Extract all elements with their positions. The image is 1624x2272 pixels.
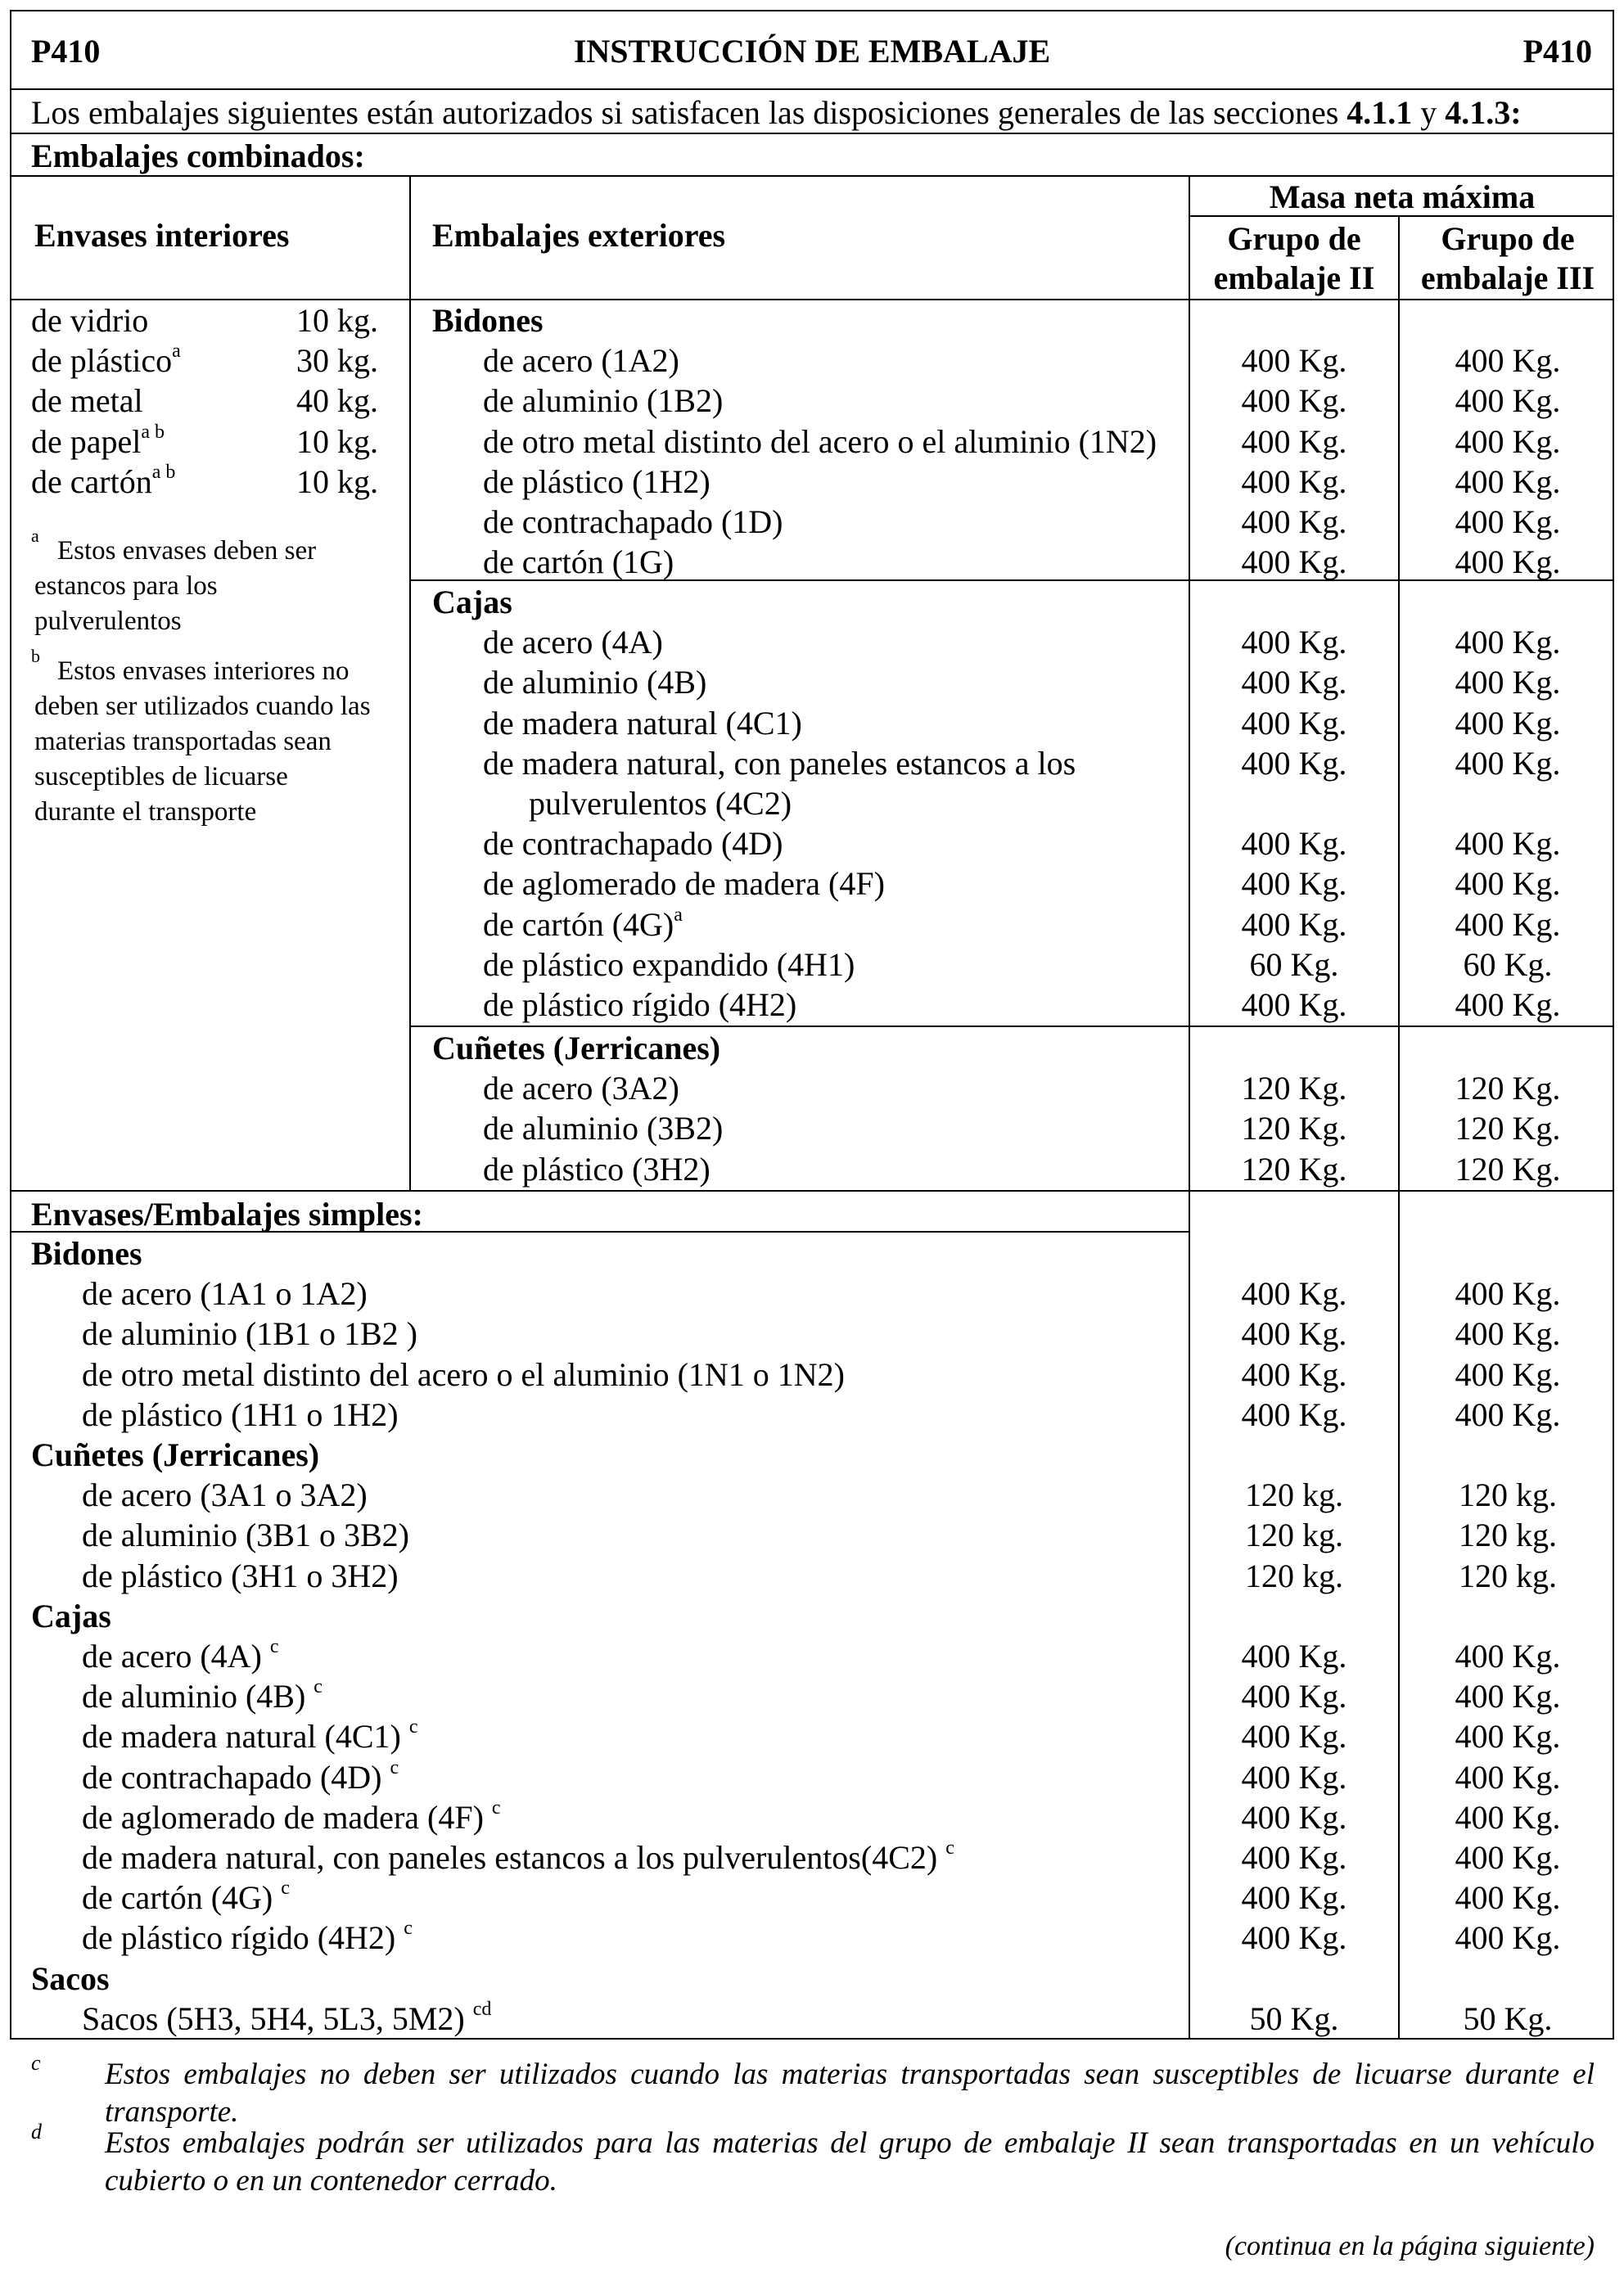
item-name: de plástico (3H2) (483, 1150, 710, 1188)
single-packaging-item (82, 1556, 399, 1596)
inner-packaging-item (31, 421, 165, 462)
item-name: de madera natural, con paneles estancos a los (483, 744, 1076, 782)
note-line: Estos envases deben ser (57, 536, 317, 566)
outer-packaging-item (483, 743, 1076, 783)
value-group-3: 120 kg. (1459, 1476, 1557, 1514)
divider (1189, 215, 1614, 217)
inner-packaging-item (31, 300, 148, 340)
outer-packaging-item (483, 542, 674, 582)
outer-packaging-item (483, 622, 663, 662)
group-heading: Bidones (432, 302, 544, 339)
single-packaging-item (82, 1515, 409, 1555)
value-group-3: 400 Kg. (1455, 905, 1561, 943)
value-group-2: 400 Kg. (1241, 1718, 1347, 1756)
group-heading: Cajas (31, 1597, 111, 1634)
outer-packaging-item (483, 1149, 710, 1189)
item-name: de cartón (31, 462, 152, 500)
value-group-3: 400 Kg. (1455, 1758, 1561, 1796)
single-section-label: Envases/Embalajes simples: (31, 1196, 423, 1233)
value-group-3: 400 Kg. (1455, 624, 1561, 661)
single-packaging-item (82, 1355, 845, 1395)
value-group-3: 400 Kg. (1455, 1315, 1561, 1353)
footnote-ref: c (408, 1716, 418, 1738)
item-name: de plástico rígido (4H2) (483, 986, 797, 1023)
footnote-ref: a b (151, 461, 176, 483)
item-name: Sacos (5H3, 5H4, 5L3, 5M2) (82, 1999, 473, 2037)
value-group-2: 400 Kg. (1241, 1275, 1347, 1313)
footnote-ref: c (491, 1796, 501, 1819)
value-group-2: 120 kg. (1245, 1476, 1343, 1514)
footnote-text: Estos embalajes podrán ser utilizados para las materias del grupo de embalaje II sean transportadas en un vehículo cubierto o en un contenedor cerrado. (105, 2126, 1595, 2198)
item-name: de plástico (1H2) (483, 462, 710, 500)
value-group-2: 400 Kg. (1241, 1355, 1347, 1393)
inner-packaging-item (31, 462, 175, 502)
group-heading: Cuñetes (Jerricanes) (432, 1030, 721, 1066)
item-name: de acero (3A1 o 3A2) (82, 1476, 368, 1514)
outer-packaging-item (483, 340, 679, 381)
value-group-3: 400 Kg. (1455, 543, 1561, 581)
value-group-3: 400 Kg. (1455, 1798, 1561, 1836)
value-group-2: 400 Kg. (1241, 342, 1347, 380)
item-name: de aluminio (1B1 o 1B2 ) (82, 1315, 417, 1353)
column-rule (1398, 215, 1400, 2040)
divider (10, 88, 1614, 90)
value-group-3: 120 kg. (1459, 1517, 1557, 1554)
note-line: deben ser utilizados cuando las (34, 692, 371, 721)
outer-packaging-item (483, 1068, 679, 1108)
item-name: de vidrio (31, 302, 149, 339)
item-name: de aluminio (4B) (483, 664, 707, 701)
item-name: de plástico (3H1 o 3H2) (82, 1557, 399, 1594)
value-group-2: 400 Kg. (1241, 1678, 1347, 1715)
divider (10, 133, 1614, 134)
value-group-3: 50 Kg. (1463, 1999, 1553, 2037)
item-name: de plástico rígido (4H2) (82, 1919, 404, 1957)
value-group-2: 400 Kg. (1241, 1798, 1347, 1836)
note-line: Estos envases interiores no (57, 656, 350, 686)
single-packaging-item (82, 1757, 399, 1797)
value-group-2: 400 Kg. (1241, 382, 1347, 420)
item-name: de acero (4A) (483, 624, 663, 661)
intro-text: Los embalajes siguientes están autorizados si satisfacen las disposiciones generales de las secciones 4.1.1 y 4.1.3: (31, 94, 1522, 131)
item-name: de madera natural (4C1) (82, 1718, 409, 1756)
value-group-3: 400 Kg. (1455, 1678, 1561, 1715)
value-group-2: 120 Kg. (1241, 1110, 1347, 1147)
value-group-3: 400 Kg. (1455, 744, 1561, 782)
col-header-outer: Embalajes exteriores (432, 217, 726, 254)
item-name: de acero (1A2) (483, 342, 679, 380)
value-group-2: 120 kg. (1245, 1517, 1343, 1554)
value-group-3: 120 Kg. (1455, 1150, 1561, 1188)
item-name: de plástico (1H1 o 1H2) (82, 1395, 399, 1433)
item-name: de otro metal distinto del acero o el aluminio (1N1 o 1N2) (82, 1355, 845, 1393)
value-group-2: 120 Kg. (1241, 1150, 1347, 1188)
value-group-2: 60 Kg. (1249, 945, 1339, 983)
footnote-mark: c (31, 2051, 41, 2075)
value-group-2: 400 Kg. (1241, 1879, 1347, 1917)
value-group-3: 400 Kg. (1455, 704, 1561, 742)
outer-packaging-item (483, 662, 706, 702)
value-group-2: 400 Kg. (1241, 1395, 1347, 1433)
single-packaging-item (82, 1999, 491, 2039)
footnote-ref: a (172, 340, 181, 363)
outer-packaging-item (483, 863, 885, 904)
single-packaging-item (82, 1716, 417, 1756)
value-group-2: 400 Kg. (1241, 986, 1347, 1023)
continuation-note: (continua en la página siguiente) (1225, 2231, 1595, 2261)
value-group-3: 400 Kg. (1455, 422, 1561, 460)
footnote-ref: c (281, 1878, 290, 1900)
item-name: de otro metal distinto del acero o el aluminio (1N2) (483, 422, 1157, 460)
group-heading: Cuñetes (Jerricanes) (31, 1436, 320, 1473)
single-packaging-item (82, 1878, 290, 1918)
item-name: de aglomerado de madera (4F) (483, 865, 885, 903)
footnote-ref: a b (141, 421, 165, 443)
footnote-ref: cd (472, 1998, 492, 2020)
value-group-3: 400 Kg. (1455, 503, 1561, 540)
value-group-3: 120 Kg. (1455, 1110, 1561, 1147)
group-heading: Sacos (31, 1959, 110, 1997)
single-packaging-item (82, 1676, 323, 1716)
note-line: susceptibles de licuarse (34, 762, 288, 791)
value-group-3: 400 Kg. (1455, 664, 1561, 701)
note-line: materias transportadas sean (34, 727, 332, 756)
value-group-2: 400 Kg. (1241, 1839, 1347, 1876)
inner-packaging-mass: 10 kg. (296, 462, 378, 500)
footnote-mark: d (31, 2120, 42, 2144)
item-name: de acero (3A2) (483, 1070, 679, 1107)
item-name: de cartón (4G) (483, 905, 674, 943)
single-packaging-item (82, 1636, 279, 1676)
col-header-mass: Masa neta máxima (1269, 178, 1536, 215)
divider (409, 1026, 1614, 1027)
value-group-2: 400 Kg. (1241, 624, 1347, 661)
value-group-3: 400 Kg. (1455, 865, 1561, 903)
value-group-3: 400 Kg. (1455, 1839, 1561, 1876)
instruction-code-left: P410 (31, 33, 101, 70)
item-name: de aluminio (1B2) (483, 382, 724, 420)
outer-packaging-item (483, 462, 710, 502)
outer-packaging-item (483, 985, 796, 1025)
item-name: de aluminio (4B) (82, 1678, 314, 1715)
col-header-inner: Envases interiores (34, 217, 290, 254)
inner-packaging-mass: 10 kg. (296, 422, 378, 460)
note-line: pulverulentos (34, 606, 182, 636)
combined-section-label: Embalajes combinados: (31, 137, 365, 174)
value-group-3: 400 Kg. (1455, 986, 1561, 1023)
value-group-3: 60 Kg. (1463, 945, 1553, 983)
note-mark: a (31, 525, 39, 546)
value-group-3: 400 Kg. (1455, 1395, 1561, 1433)
value-group-2: 400 Kg. (1241, 1315, 1347, 1353)
group-heading: Cajas (432, 584, 512, 620)
col-header-group3-line2: embalaje III (1420, 259, 1595, 296)
outer-packaging-item (483, 944, 855, 985)
value-group-3: 120 kg. (1459, 1557, 1557, 1594)
item-name: de acero (4A) (82, 1638, 270, 1675)
single-packaging-item (82, 1395, 399, 1435)
value-group-2: 400 Kg. (1241, 744, 1347, 782)
col-header-group3-line1: Grupo de (1441, 220, 1575, 257)
value-group-2: 120 kg. (1245, 1557, 1343, 1594)
value-group-2: 50 Kg. (1249, 1999, 1339, 2037)
outer-packaging-item (483, 502, 783, 542)
value-group-2: 400 Kg. (1241, 825, 1347, 863)
footnote-ref: c (314, 1676, 323, 1698)
value-group-2: 120 Kg. (1241, 1070, 1347, 1107)
single-packaging-item (82, 1314, 417, 1354)
value-group-2: 400 Kg. (1241, 1758, 1347, 1796)
item-name: de madera natural (4C1) (483, 704, 802, 742)
inner-packaging-mass: 40 kg. (296, 382, 378, 420)
item-name: de cartón (1G) (483, 543, 674, 581)
outer-packaging-item-cont: pulverulentos (4C2) (529, 785, 792, 822)
value-group-2: 400 Kg. (1241, 422, 1347, 460)
single-packaging-item (82, 1918, 413, 1958)
value-group-3: 400 Kg. (1455, 1355, 1561, 1393)
value-group-2: 400 Kg. (1241, 543, 1347, 581)
item-name: de contrachapado (4D) (483, 825, 783, 863)
outer-packaging-item (483, 703, 802, 743)
page-title: INSTRUCCIÓN DE EMBALAJE (573, 33, 1051, 70)
footnote-ref: c (404, 1918, 413, 1940)
inner-packaging-mass: 10 kg. (296, 302, 378, 339)
col-header-group2-line2: embalaje II (1213, 259, 1375, 296)
value-group-3: 400 Kg. (1455, 342, 1561, 380)
value-group-3: 400 Kg. (1455, 382, 1561, 420)
single-packaging-item (82, 1797, 501, 1837)
footnote-ref: c (269, 1636, 279, 1657)
item-name: de aluminio (3B1 o 3B2) (82, 1517, 409, 1554)
item-name: de madera natural, con paneles estancos a los pulverulentos(4C2) (82, 1839, 946, 1876)
inner-packaging-item (31, 340, 181, 381)
value-group-2: 400 Kg. (1241, 1919, 1347, 1957)
item-name: de papel (31, 422, 142, 460)
value-group-2: 400 Kg. (1241, 462, 1347, 500)
item-name: de metal (31, 382, 143, 420)
item-name: de contrachapado (4D) (82, 1758, 390, 1796)
footnote-ref: a (674, 904, 683, 926)
column-rule (409, 175, 411, 1190)
divider (10, 1231, 1189, 1233)
single-packaging-item (82, 1475, 368, 1515)
section-ref: 4.1.3 (1445, 94, 1511, 131)
value-group-2: 400 Kg. (1241, 704, 1347, 742)
instruction-code-right: P410 (1522, 33, 1592, 70)
inner-packaging-mass: 30 kg. (296, 342, 378, 380)
section-ref: 4.1.1 (1347, 94, 1413, 131)
inner-packaging-item (31, 381, 143, 421)
value-group-2: 400 Kg. (1241, 1638, 1347, 1675)
item-name: de aglomerado de madera (4F) (82, 1798, 492, 1836)
value-group-2: 400 Kg. (1241, 664, 1347, 701)
value-group-3: 400 Kg. (1455, 1879, 1561, 1917)
item-name: de acero (1A1 o 1A2) (82, 1275, 368, 1313)
value-group-3: 400 Kg. (1455, 1718, 1561, 1756)
single-packaging-item (82, 1837, 954, 1878)
outer-packaging-item (483, 1108, 723, 1148)
outer-packaging-item (483, 421, 1157, 462)
group-heading: Bidones (31, 1235, 142, 1272)
value-group-3: 400 Kg. (1455, 1919, 1561, 1957)
footnote-text: Estos embalajes no deben ser utilizados cuando las materias transportadas sean susceptibles de licuarse durante el transporte. (105, 2058, 1595, 2129)
value-group-2: 400 Kg. (1241, 865, 1347, 903)
value-group-3: 400 Kg. (1455, 1638, 1561, 1675)
value-group-3: 120 Kg. (1455, 1070, 1561, 1107)
outer-packaging-item (483, 823, 783, 863)
item-name: de plástico expandido (4H1) (483, 945, 855, 983)
item-name: de plástico (31, 342, 173, 380)
single-packaging-item (82, 1273, 368, 1314)
item-name: de cartón (4G) (82, 1879, 282, 1917)
item-name: de aluminio (3B2) (483, 1110, 724, 1147)
value-group-2: 400 Kg. (1241, 503, 1347, 540)
footnote-ref: c (390, 1756, 399, 1778)
note-line: estancos para los (34, 571, 218, 601)
value-group-3: 400 Kg. (1455, 1275, 1561, 1313)
note-mark: b (31, 646, 40, 666)
value-group-3: 400 Kg. (1455, 825, 1561, 863)
footnote-ref: c (945, 1837, 954, 1859)
value-group-3: 400 Kg. (1455, 462, 1561, 500)
value-group-2: 400 Kg. (1241, 905, 1347, 943)
outer-packaging-item (483, 904, 683, 944)
note-line: durante el transporte (34, 797, 257, 827)
outer-packaging-item (483, 381, 723, 421)
col-header-group2-line1: Grupo de (1227, 220, 1361, 257)
divider (10, 1190, 1614, 1192)
item-name: de contrachapado (1D) (483, 503, 783, 540)
